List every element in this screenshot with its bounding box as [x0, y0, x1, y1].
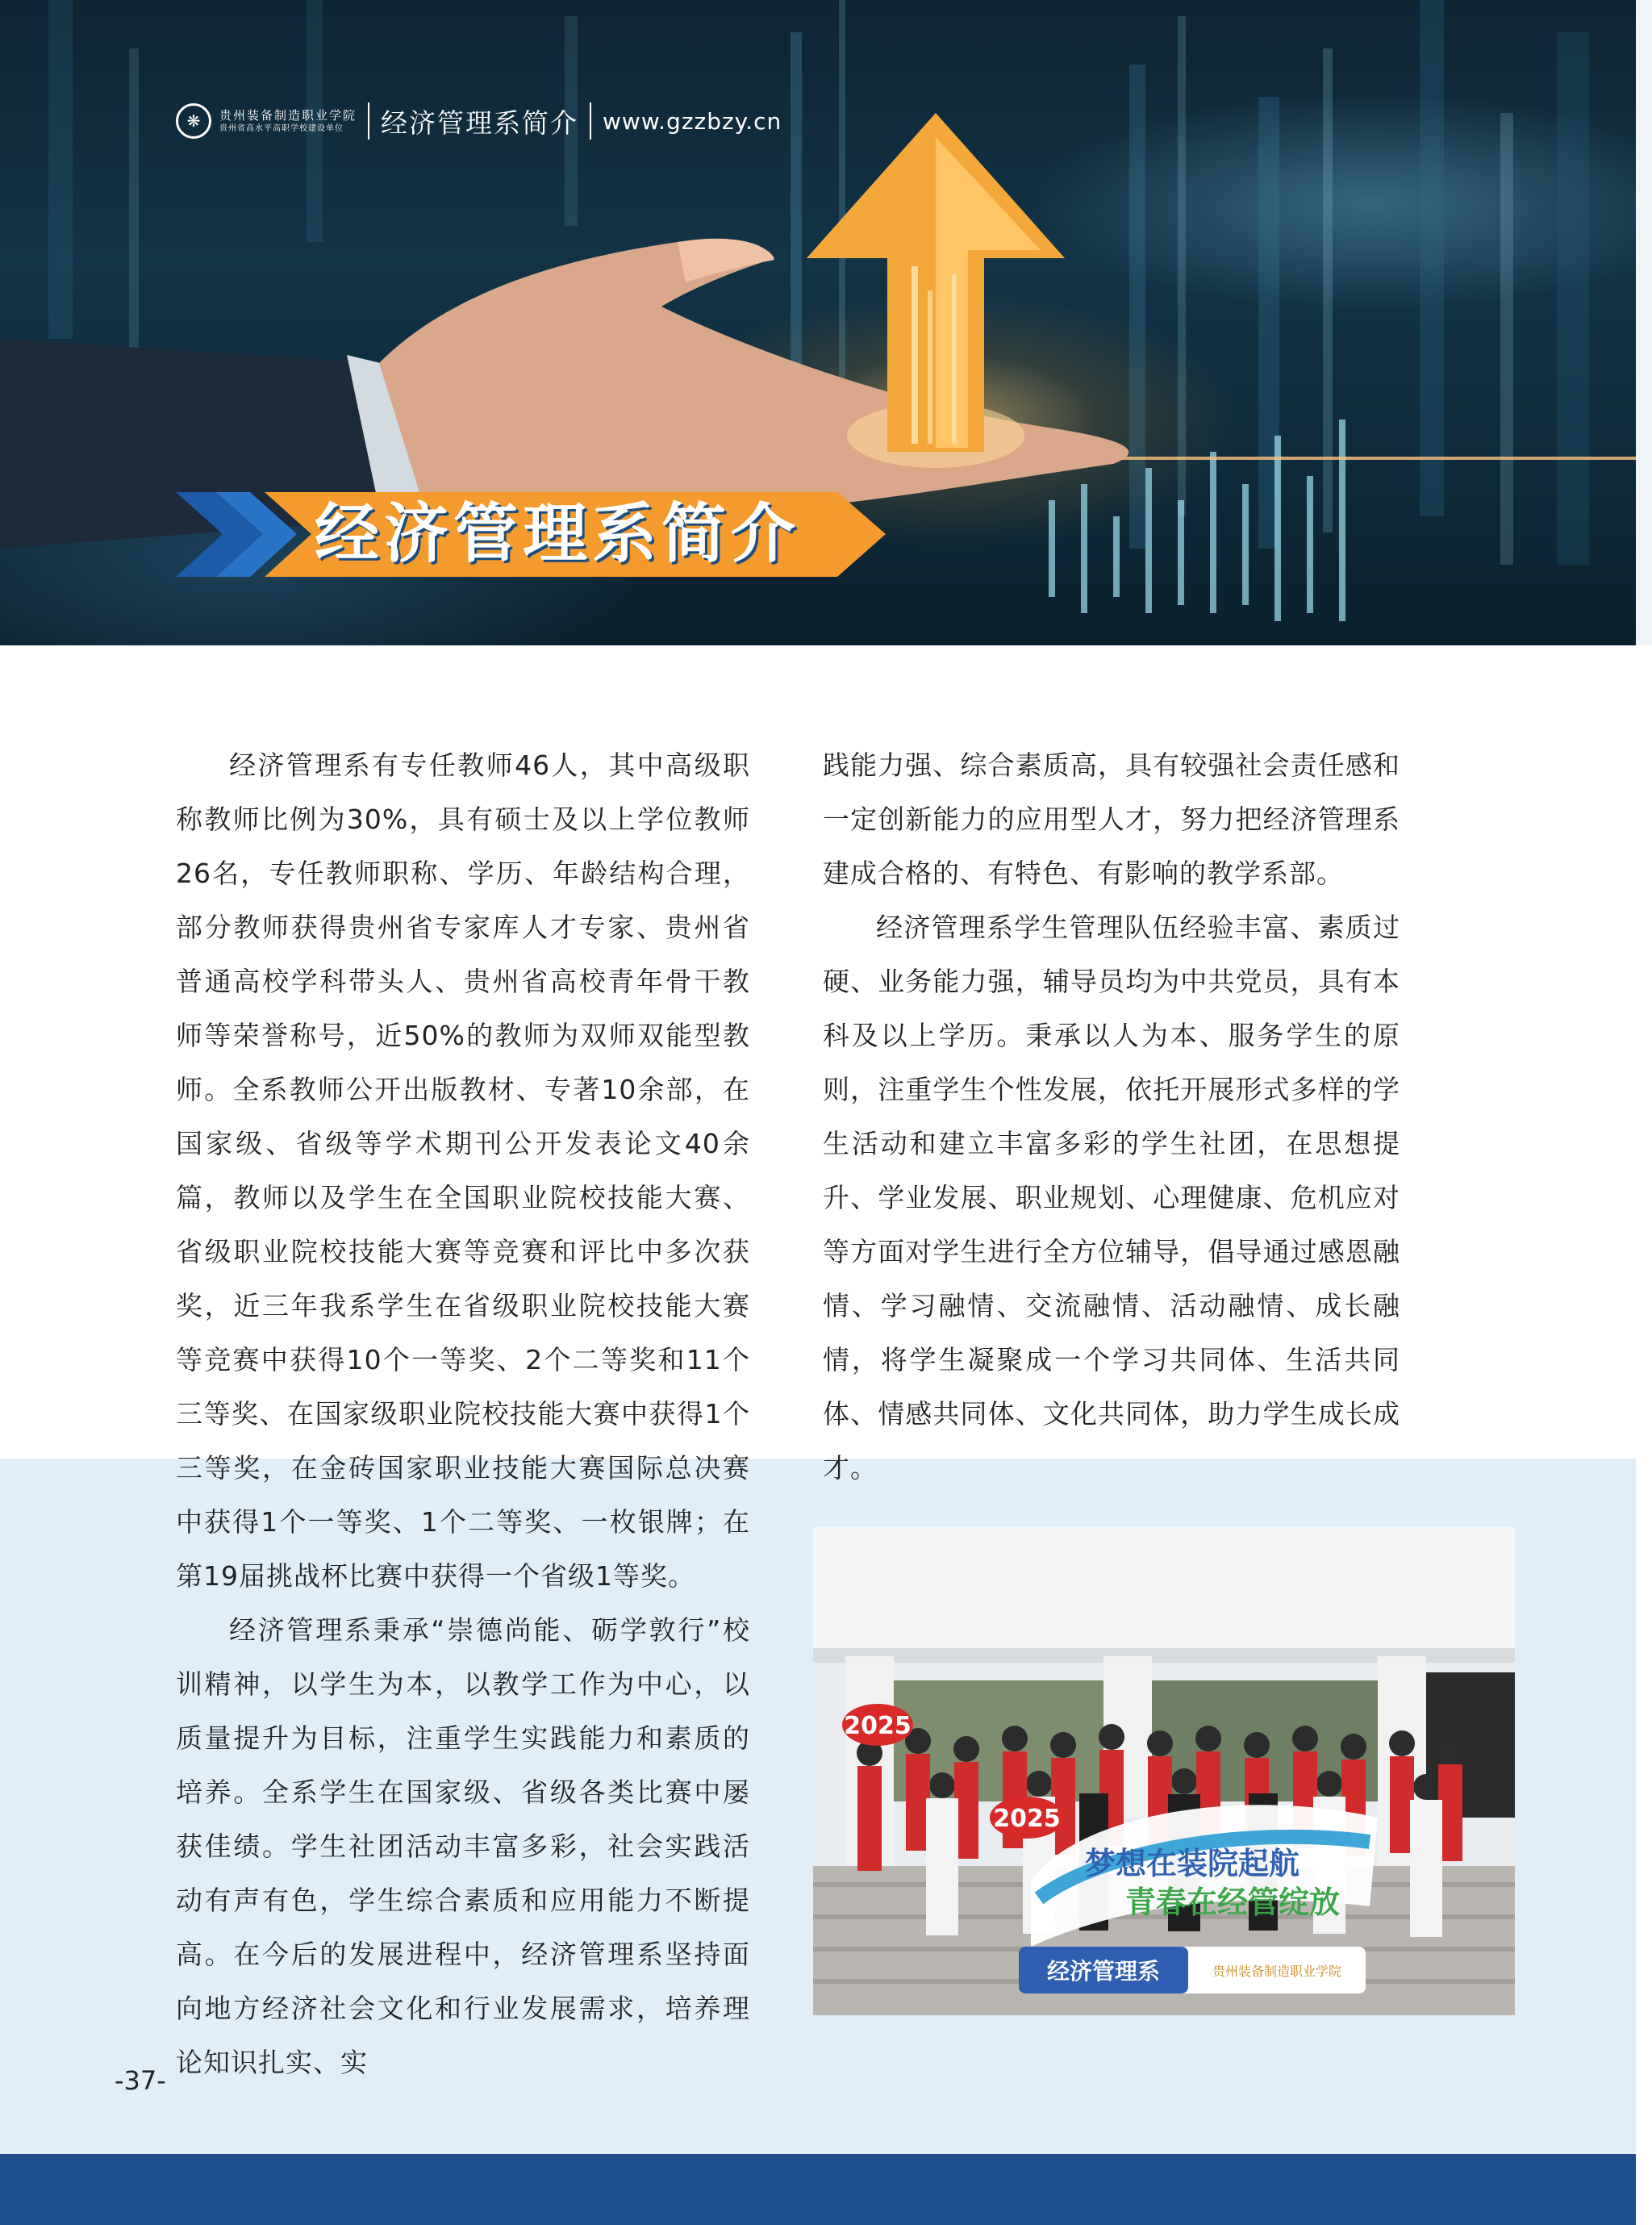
header-divider	[590, 102, 591, 140]
banner-edge	[1636, 0, 1652, 645]
page-title: 经济管理系简介	[315, 496, 800, 571]
sign-slogan-line2: 青春在经管绽放	[1124, 1885, 1341, 1920]
paragraph: 经济管理系秉承“崇德尚能、砺学敦行”校训精神，以学生为本，以教学工作为中心，以质量提升为目标，注重学生实践能力和素质的培养。全系学生在国家级、省级各类比赛中屡获佳绩。学生社团活动丰富多彩，社会实践活动有声有色，学生综合素质和应用能力不断提高。在今后的发展进程中，经济管理系坚持面向地方经济社会文化和行业发展需求，培养理论知识扎实、实	[176, 1614, 750, 2078]
school-name: 贵州装备制造职业学院	[219, 108, 357, 123]
header-divider	[368, 102, 369, 140]
sign-slogan-line1: 梦想在装院起航	[1084, 1846, 1300, 1881]
banner	[0, 0, 1652, 645]
group-photo	[813, 1527, 1515, 2015]
school-emblem-icon: ❋	[176, 103, 211, 139]
paragraph: 经济管理系有专任教师46人，其中高级职称教师比例为30%，具有硕士及以上学位教师26名，专任教师职称、学历、年龄结构合理，部分教师获得贵州省专家库人才专家、贵州省普通高校学科带头人、贵州省高校青年骨干教师等荣誉称号，近50%的教师为双师双能型教师。全系教师公开出版教材、专著10余部，在国家级、省级等学术期刊公开发表论文40余篇，教师以及学生在全国职业院校技能大赛、省级职业院校技能大赛等竞赛和评比中多次获奖，近三年我系学生在省级职业院校技能大赛等竞赛中获得10个一等奖、2个二等奖和11个三等奖、在国家级职业院校技能大赛中获得1个三等奖，在金砖国家职业技能大赛国际总决赛中获得1个一等奖、1个二等奖、一枚银牌；在第19届挑战杯比赛中获得一个省级1等奖。	[176, 749, 750, 1592]
prop-2025-text: 2025	[993, 1805, 1061, 1833]
header-section-title: 经济管理系简介	[381, 106, 579, 139]
footer-bar	[0, 2154, 1636, 2225]
paragraph: 践能力强、综合素质高，具有较强社会责任感和一定创新能力的应用型人才，努力把经济管理系建成合格的、有特色、有影响的教学系部。	[823, 749, 1400, 889]
paragraph: 经济管理系学生管理队伍经验丰富、素质过硬、业务能力强，辅导员均为中共党员，具有本科及以上学历。秉承以人为本、服务学生的原则，注重学生个性发展，依托开展形式多样的学生活动和建立丰富多彩的学生社团，在思想提升、学业发展、职业规划、心理健康、危机应对等方面对学生进行全方位辅导，倡导通过感恩融情、学习融情、交流融情、活动融情、成长融情，将学生凝聚成一个学习共同体、生活共同体、情感共同体、文化共同体，助力学生成长成才。	[823, 912, 1400, 1484]
sign-label: 经济管理系	[1046, 1958, 1161, 1985]
school-logo	[176, 103, 357, 139]
group-photo-illustration	[813, 1527, 1515, 2015]
school-subtitle: 贵州省高水平高职学校建设单位	[219, 124, 344, 133]
hand	[379, 240, 1128, 516]
page-number: -37-	[115, 2065, 166, 2096]
header-bar	[176, 98, 782, 144]
left-column	[176, 738, 750, 2089]
right-column	[823, 738, 1400, 1495]
website-url[interactable]: www.gzzbzy.cn	[603, 107, 782, 135]
sign-school: 贵州装备制造职业学院	[1212, 1964, 1342, 1979]
prop-2025-text: 2025	[844, 1712, 912, 1740]
